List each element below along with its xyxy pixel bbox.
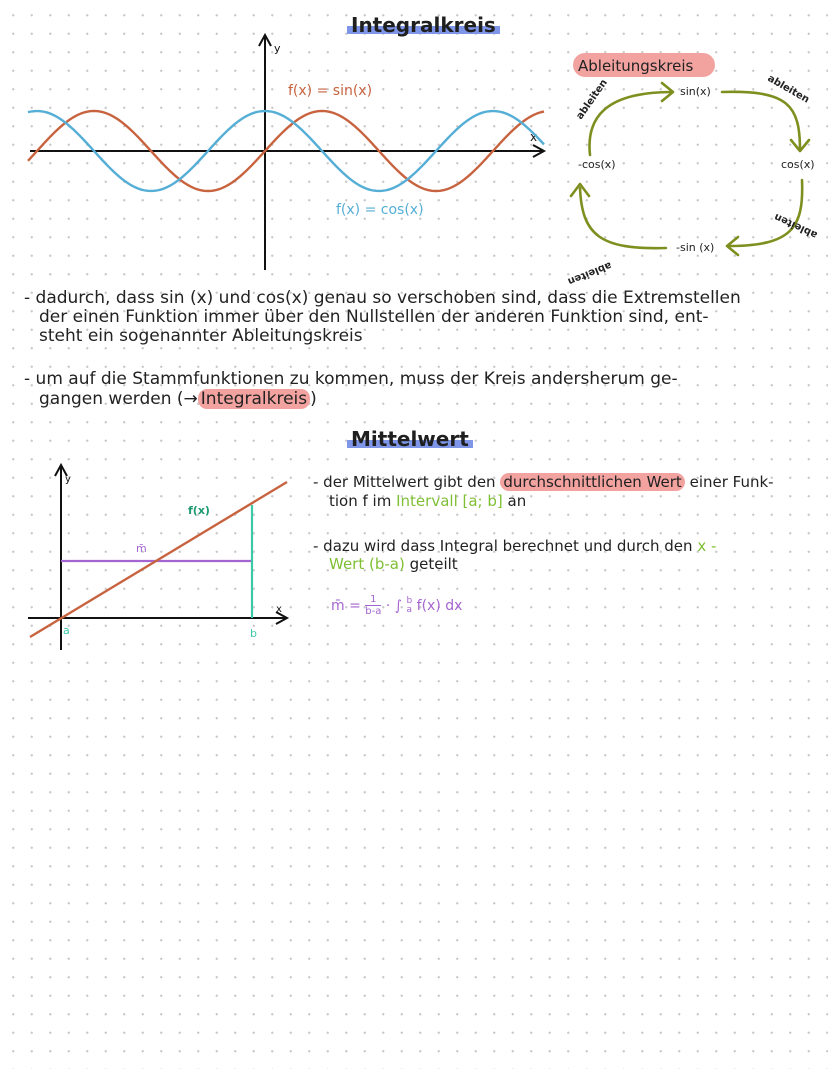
sin-label: f(x) = sin(x) <box>288 83 373 99</box>
circle-bottom-minus-sin: -sin (x) <box>676 241 715 254</box>
bullet-ableitungskreis-line3: steht ein sogenannter Ableitungskreis <box>39 326 363 346</box>
arrow-left-to-top <box>589 92 672 155</box>
integralkreis-highlight: Integralkreis <box>198 389 310 409</box>
bullet-ableitungskreis-line2: der einen Funktion immer über den Nullstellen der anderen Funktion sind, ent- <box>39 307 709 327</box>
bullet-mittelwert-line1: - der Mittelwert gibt den durchschnittlichen Wert einer Funk- <box>313 473 774 491</box>
bullet-stammfunktion-line2-pre: gangen werden (→ <box>39 389 198 409</box>
ableitungskreis-title: Ableitungskreis <box>578 57 694 75</box>
y-axis-label: y <box>65 474 71 485</box>
arrow-bottom-to-left <box>580 188 666 248</box>
intervall-green: Intervall [a; b] <box>396 492 503 510</box>
arrow-right-to-bottom <box>728 180 802 246</box>
a-label: a <box>63 624 70 637</box>
mittelwert-graph <box>0 0 300 660</box>
mittelwert-formula <box>331 594 462 617</box>
formula-integral: · ∫ <box>385 597 403 614</box>
bullet-integral-line1: - dazu wird dass Integral berechnet und durch den x - <box>313 537 717 555</box>
bullet-stammfunktion-line1: - um auf die Stammfunktionen zu kommen, muss der Kreis andersherum ge- <box>24 369 678 389</box>
m-bar-label: m̄ <box>136 542 147 555</box>
ableiten-label-3: ableiten <box>772 210 820 241</box>
f-label: f(x) <box>188 504 210 517</box>
y-axis-label: y <box>274 42 281 55</box>
integralkreis-title: Integralkreis <box>347 13 500 37</box>
ableiten-label-2: ableiten <box>765 73 812 106</box>
x-green: x - <box>697 537 717 555</box>
cos-label: f(x) = cos(x) <box>336 202 424 218</box>
ableiten-label-1: ableiten <box>574 77 610 122</box>
formula-m: m̄ = <box>331 597 361 614</box>
durchschnitt-highlight: durchschnittlichen Wert <box>500 473 684 491</box>
formula-bounds: b a <box>406 595 413 615</box>
circle-left-minus-cos: -cos(x) <box>578 158 616 171</box>
bullet-ableitungskreis-line1: - dadurch, dass sin (x) und cos(x) genau so verschoben sind, dass die Extremstellen <box>24 288 741 308</box>
ableiten-label-4: ableiten <box>566 259 613 287</box>
formula-fraction: $\frac{1}{b-a}$ <box>365 594 382 617</box>
arrow-top-to-right <box>722 92 800 150</box>
formula-body: f(x) dx <box>416 597 463 614</box>
mittelwert-title: Mittelwert <box>347 427 473 451</box>
wert-green: Wert (b-a) <box>329 555 405 573</box>
bullet-mittelwert-line2: tion f im Intervall [a; b] an <box>329 492 527 510</box>
b-label: b <box>250 627 257 640</box>
bullet-stammfunktion-line2-post: ) <box>310 389 317 409</box>
circle-right-cos: cos(x) <box>781 158 815 171</box>
function-line <box>30 482 287 637</box>
x-axis-label: x <box>530 130 538 144</box>
bullet-integral-line2: Wert (b-a) geteilt <box>329 555 458 573</box>
x-axis-label: x <box>276 604 282 615</box>
circle-top-sin: sin(x) <box>680 85 711 98</box>
